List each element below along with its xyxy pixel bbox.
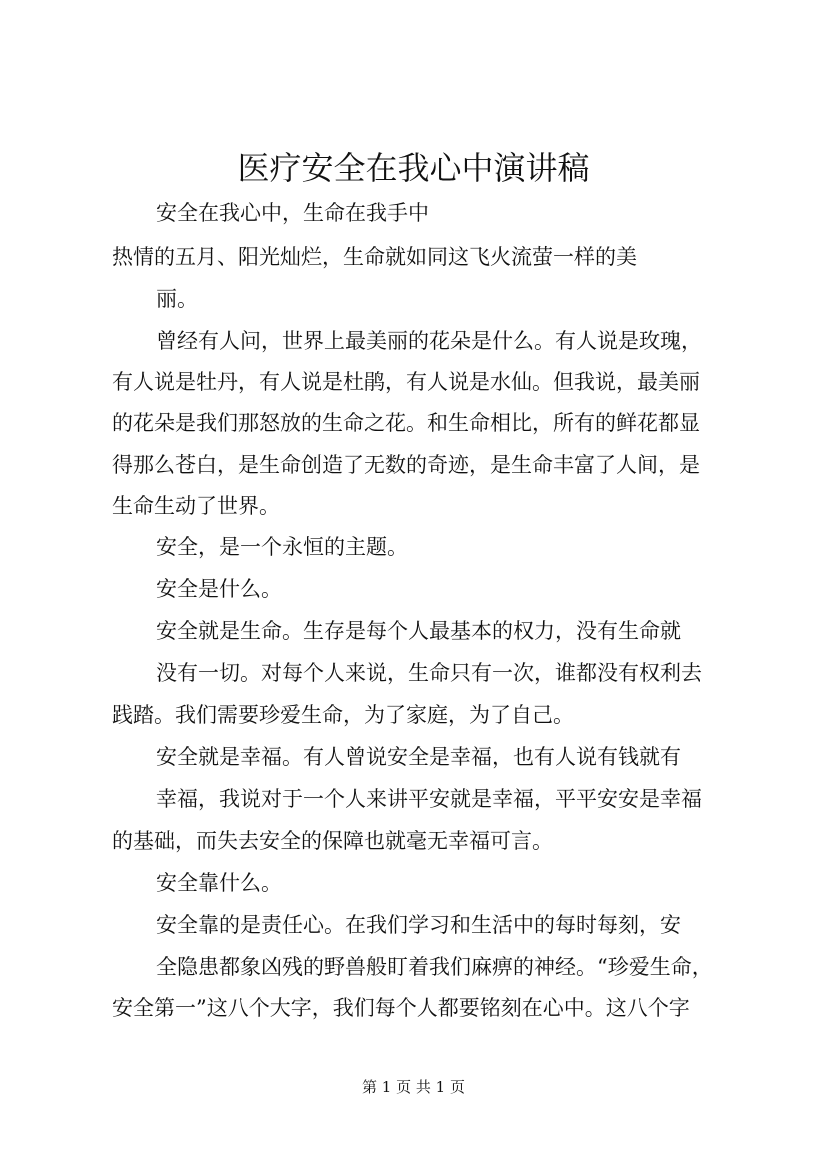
text-line: 安全第一”这八个大字，我们每个人都要铭刻在心中。这八个字 (112, 996, 690, 1020)
text-line: 的基础，而失去安全的保障也就毫无幸福可言。 (112, 829, 553, 853)
text-line: 安全靠的是责任心。在我们学习和生活中的每时每刻，安 (156, 913, 681, 937)
text-line: 安全，是一个永恒的主题。 (156, 535, 408, 559)
text-line: 安全靠什么。 (156, 871, 282, 895)
text-line: 安全在我心中，生命在我手中 (156, 201, 429, 225)
text-line: 践踏。我们需要珍爱生命，为了家庭，为了自己。 (112, 703, 574, 727)
text-line: 安全就是幸福。有人曾说安全是幸福，也有人说有钱就有 (156, 745, 681, 769)
text-line: 的花朵是我们那怒放的生命之花。和生命相比，所有的鲜花都显 (112, 411, 700, 435)
text-line: 曾经有人问，世界上最美丽的花朵是什么。有人说是玫瑰， (156, 329, 702, 353)
text-line: 丽。 (156, 287, 198, 311)
text-line: 全隐患都象凶残的野兽般盯着我们麻痹的神经。“珍爱生命， (156, 955, 713, 979)
text-line: 安全就是生命。生存是每个人最基本的权力，没有生命就 (156, 619, 681, 643)
text-line: 安全是什么。 (156, 577, 282, 601)
document-title: 医疗安全在我心中演讲稿 (237, 149, 590, 187)
text-line: 幸福，我说对于一个人来讲平安就是幸福，平平安安是幸福 (156, 787, 702, 811)
text-line: 没有一切。对每个人来说，生命只有一次，谁都没有权利去 (156, 661, 702, 685)
text-line: 热情的五月、阳光灿烂，生命就如同这飞火流萤一样的美 (112, 245, 637, 269)
text-line: 得那么苍白，是生命创造了无数的奇迹，是生命丰富了人间，是 (112, 453, 700, 477)
text-line: 生命生动了世界。 (112, 494, 280, 518)
text-line: 有人说是牡丹，有人说是杜鹃，有人说是水仙。但我说，最美丽 (112, 370, 700, 394)
page-number-footer: 第 1 页 共 1 页 (362, 1078, 465, 1096)
